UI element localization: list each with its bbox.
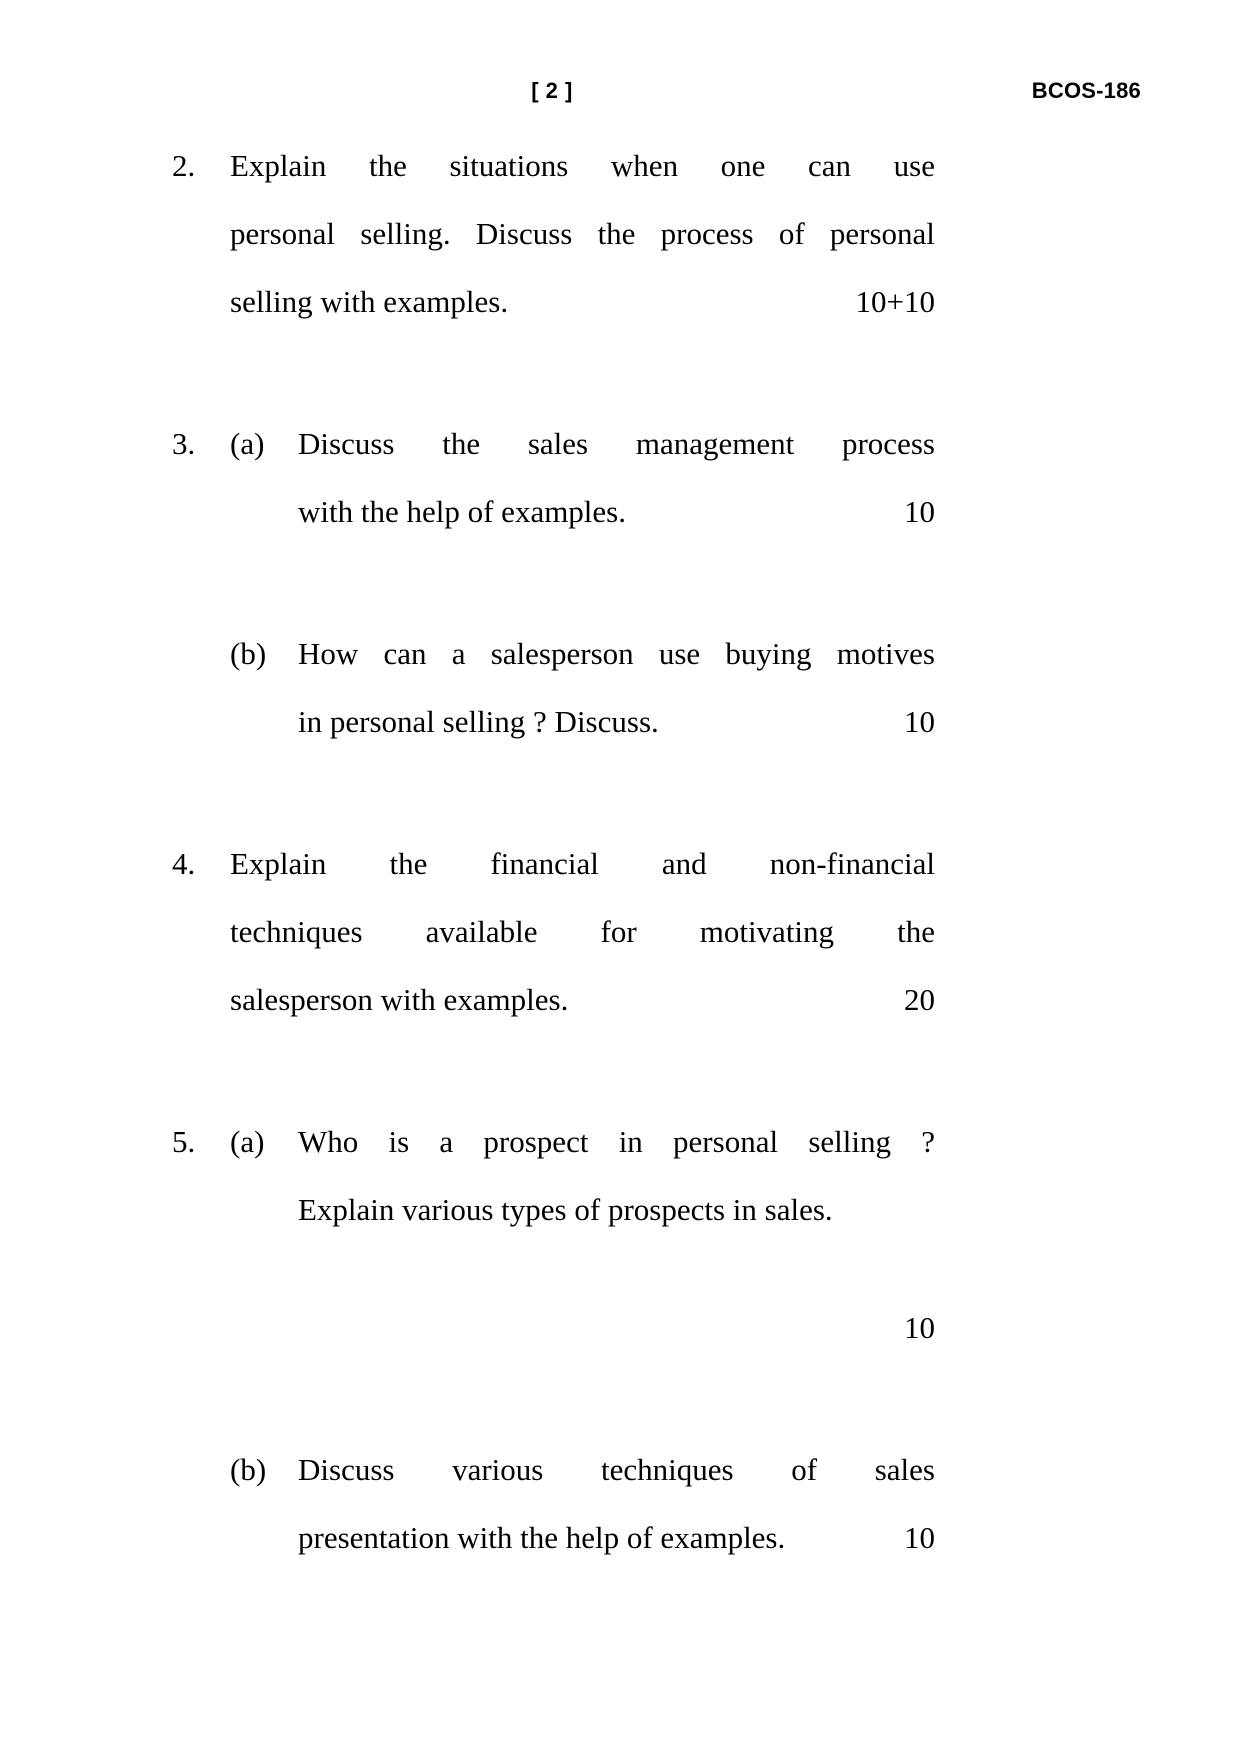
question-line [0, 688, 1241, 756]
question-line [0, 200, 1241, 268]
word: can [383, 636, 427, 671]
question-text: Explain various types of prospects in sales. [298, 1192, 833, 1227]
question-line [0, 132, 1241, 200]
question-line [0, 268, 1241, 336]
word: the [597, 216, 636, 251]
question-text [298, 620, 935, 688]
question-number: 5. [172, 1124, 196, 1159]
word: is [388, 1124, 410, 1159]
block-spacer [0, 546, 1241, 620]
question-item [0, 620, 1241, 756]
word: when [610, 148, 679, 183]
word: situations [449, 148, 569, 183]
page-number: [ 2 ] [531, 78, 573, 103]
word: for [600, 914, 637, 949]
question-text: presentation with the help of examples. [298, 1520, 786, 1555]
question-sub-label: (a) [230, 426, 265, 461]
word: prospect [483, 1124, 589, 1159]
word: use [658, 636, 701, 671]
word: the [389, 846, 428, 881]
word: sales [874, 1452, 935, 1487]
word: in [618, 1124, 643, 1159]
word: process [660, 216, 754, 251]
word: Explain [230, 846, 327, 881]
word: various [452, 1452, 544, 1487]
course-code: BCOS-186 [1031, 78, 1141, 103]
question-line [0, 1504, 1241, 1572]
question-text: salesperson with examples. [230, 982, 569, 1017]
word: personal [230, 216, 336, 251]
block-spacer [0, 756, 1241, 830]
word: financial [490, 846, 599, 881]
question-item [0, 830, 1241, 1034]
word: selling. [360, 216, 451, 251]
word: sales [527, 426, 589, 461]
marks-line [0, 1294, 1241, 1362]
question-sub-label: (a) [230, 1124, 265, 1159]
question-item [0, 1436, 1241, 1572]
question-text [230, 200, 935, 268]
question-sub-label: (b) [230, 1452, 267, 1487]
word: the [442, 426, 481, 461]
question-line [0, 1108, 1241, 1176]
word: a [439, 1124, 454, 1159]
marks-value: 20 [904, 982, 935, 1017]
word: Explain [230, 148, 327, 183]
question-number: 2. [172, 148, 196, 183]
word: personal [829, 216, 935, 251]
question-text: with the help of examples. [298, 494, 626, 529]
word: one [720, 148, 766, 183]
question-item [0, 1108, 1241, 1362]
word: motives [836, 636, 935, 671]
question-text: selling with examples. [230, 284, 509, 319]
word: the [897, 914, 935, 949]
word: Who [298, 1124, 359, 1159]
question-text [230, 132, 935, 200]
block-spacer [0, 336, 1241, 410]
question-text [230, 898, 935, 966]
word: salesperson [490, 636, 634, 671]
marks-value: 10 [904, 494, 935, 529]
word: use [893, 148, 935, 183]
marks-value: 10 [904, 1310, 935, 1345]
question-text [298, 410, 935, 478]
block-spacer [0, 1034, 1241, 1108]
word: techniques [601, 1452, 734, 1487]
questions-container [0, 132, 1241, 1572]
word: techniques [230, 914, 363, 949]
question-line [0, 1436, 1241, 1504]
word: Discuss [298, 1452, 395, 1487]
word: and [661, 846, 707, 881]
word: non-financial [769, 846, 935, 881]
word: the [369, 148, 407, 183]
question-text [230, 830, 935, 898]
question-line [0, 830, 1241, 898]
block-spacer [0, 1362, 1241, 1436]
question-number: 3. [172, 426, 196, 461]
question-text [298, 1108, 935, 1176]
question-number: 4. [172, 846, 196, 881]
question-line [0, 620, 1241, 688]
question-line [0, 898, 1241, 966]
page-header [0, 78, 1241, 112]
marks-value: 10 [904, 704, 935, 739]
question-line [0, 410, 1241, 478]
question-item [0, 132, 1241, 336]
word: Discuss [298, 426, 395, 461]
word: of [778, 216, 805, 251]
question-line [0, 1176, 1241, 1244]
word: a [451, 636, 466, 671]
question-sub-label: (b) [230, 636, 267, 671]
word: personal [673, 1124, 779, 1159]
question-line [0, 966, 1241, 1034]
word: buying [725, 636, 812, 671]
word: ? [921, 1124, 935, 1159]
question-line [0, 478, 1241, 546]
marks-value: 10+10 [855, 284, 935, 319]
word: process [841, 426, 935, 461]
question-item [0, 410, 1241, 546]
word: Discuss [475, 216, 573, 251]
word: management [635, 426, 795, 461]
word: of [791, 1452, 818, 1487]
word: selling [808, 1124, 891, 1159]
word: available [425, 914, 538, 949]
word: How [298, 636, 359, 671]
question-text: in personal selling ? Discuss. [298, 704, 659, 739]
spacer [0, 1244, 1241, 1294]
word: can [808, 148, 852, 183]
marks-value: 10 [904, 1520, 935, 1555]
word: motivating [699, 914, 835, 949]
question-text [298, 1436, 935, 1504]
